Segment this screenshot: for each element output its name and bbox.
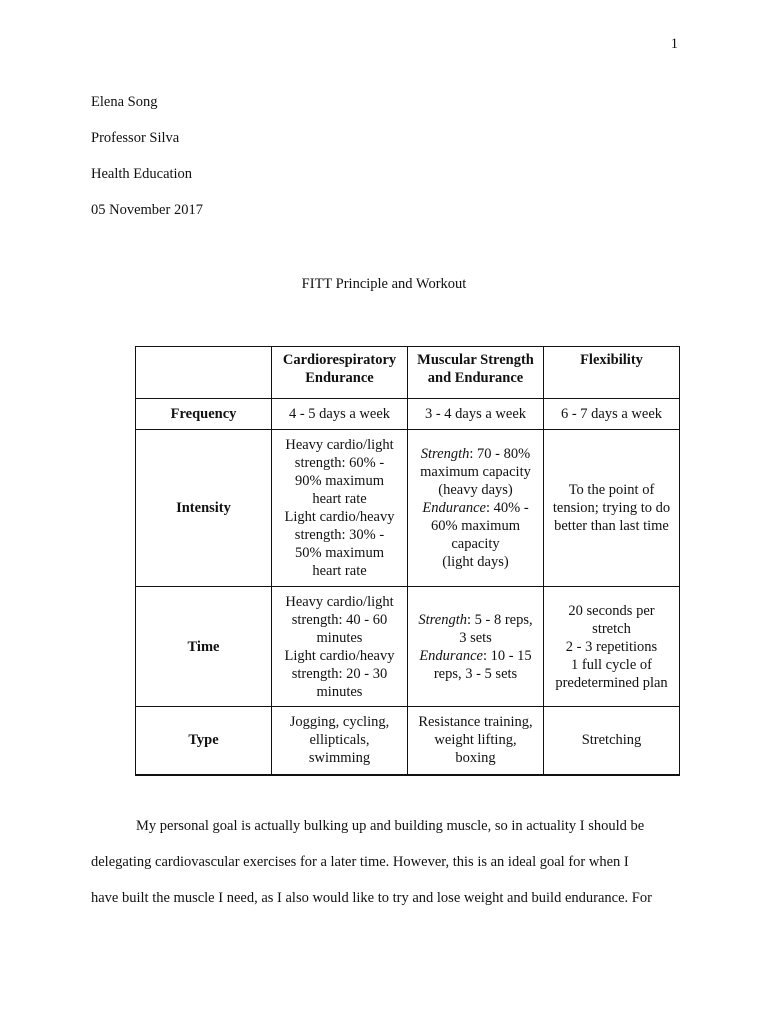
cell-line (548, 656, 675, 674)
table-row (136, 707, 680, 775)
cell-line (412, 535, 539, 553)
cell-text: 20 seconds per (568, 602, 655, 619)
cell-text: strength: 40 - 60 (291, 611, 388, 628)
fitt-table (135, 346, 680, 776)
cell-text: : 70 - 80% (469, 446, 531, 462)
cell-line (276, 405, 403, 423)
cell-text: : 5 - 8 reps, (466, 611, 533, 628)
table-cell (272, 587, 408, 707)
cell-text: better than last time (554, 518, 669, 534)
cell-line (276, 508, 403, 526)
cell-line (276, 490, 403, 508)
cell-text: 3 - 4 days a week (424, 406, 527, 422)
table-row (136, 399, 680, 430)
cell-line (276, 611, 403, 629)
cell-text: strength: 30% - (294, 527, 385, 543)
cell-text: Light cardio/heavy (284, 647, 395, 664)
cell-text: 2 - 3 repetitions (565, 638, 658, 655)
cell-text: predetermined plan (555, 674, 668, 691)
cell-text: (heavy days) (438, 482, 513, 498)
cell-text: strength: 60% - (294, 455, 385, 471)
table-corner-cell (136, 347, 272, 399)
table-row (136, 587, 680, 707)
cell-line (548, 481, 675, 499)
column-header-line: Cardiorespiratory (282, 352, 397, 368)
cell-line (412, 611, 539, 629)
cell-line (548, 602, 675, 620)
cell-line (412, 731, 539, 749)
cell-line (412, 405, 539, 423)
table-cell (272, 399, 408, 430)
table-cell (544, 707, 680, 775)
row-header: Frequency (136, 399, 272, 430)
cell-text: 4 - 5 days a week (288, 406, 391, 422)
cell-line (276, 731, 403, 749)
document-date: 05 November 2017 (91, 202, 203, 218)
cell-text: : 40% - (485, 500, 529, 516)
cell-text: minutes (316, 683, 363, 700)
cell-line (276, 665, 403, 683)
cell-line (548, 674, 675, 692)
cell-text: reps, 3 - 5 sets (433, 665, 518, 682)
cell-text: (light days) (442, 554, 509, 570)
cell-text: Resistance training, (418, 714, 533, 731)
cell-line (548, 638, 675, 656)
cell-line (548, 405, 675, 423)
cell-line (412, 517, 539, 535)
cell-text: Jogging, cycling, (289, 714, 390, 731)
table-cell (544, 587, 680, 707)
row-header: Intensity (136, 430, 272, 587)
table-cell (544, 399, 680, 430)
cell-text: 90% maximum (294, 473, 384, 489)
table-cell (272, 707, 408, 775)
table-row (136, 430, 680, 587)
cell-text: tension; trying to do (552, 500, 671, 516)
cell-line (412, 665, 539, 683)
cell-text: Stretching (581, 732, 642, 749)
cell-line (412, 749, 539, 767)
body-paragraph (91, 808, 681, 916)
column-header (408, 347, 544, 399)
cell-line (276, 683, 403, 701)
cell-text: strength: 20 - 30 (291, 665, 388, 682)
cell-line (276, 647, 403, 665)
italic-term: Endurance (422, 500, 486, 516)
professor-name: Professor Silva (91, 130, 180, 146)
column-header-line: Flexibility (580, 352, 643, 368)
cell-line (548, 517, 675, 535)
cell-text: ellipticals, (309, 732, 370, 749)
cell-line (412, 713, 539, 731)
cell-text: 3 sets (459, 629, 492, 646)
cell-text: 6 - 7 days a week (560, 406, 663, 422)
column-header-line: and Endurance (427, 370, 524, 386)
cell-text: 50% maximum (294, 545, 384, 561)
author-name: Elena Song (91, 94, 158, 110)
cell-line (276, 562, 403, 580)
cell-line (276, 454, 403, 472)
paragraph-line: have built the muscle I need, as I also would like to try and lose weight and build endurance. For (91, 890, 652, 906)
cell-text: capacity (451, 536, 500, 552)
cell-line (276, 713, 403, 731)
italic-term: Strength (420, 446, 470, 462)
cell-line (276, 472, 403, 490)
course-name: Health Education (91, 166, 193, 182)
cell-text: 60% maximum (430, 518, 520, 534)
cell-line (276, 526, 403, 544)
column-header-line: Endurance (305, 370, 374, 386)
cell-line (412, 499, 539, 517)
column-header (544, 347, 680, 399)
cell-line (412, 445, 539, 463)
cell-text: stretch (592, 620, 631, 637)
cell-text: To the point of (568, 482, 655, 498)
table-cell (544, 430, 680, 587)
cell-text: : 10 - 15 (482, 647, 532, 664)
cell-text: heart rate (312, 563, 367, 579)
paragraph-line: My personal goal is actually bulking up and building muscle, so in actuality I should be (136, 818, 645, 834)
page-number: 1 (670, 36, 678, 52)
cell-line (276, 436, 403, 454)
cell-line (412, 647, 539, 665)
cell-text: swimming (308, 750, 371, 767)
document-title: FITT Principle and Workout (301, 276, 467, 292)
cell-line (548, 731, 675, 749)
cell-line (412, 463, 539, 481)
italic-term: Endurance (419, 647, 483, 664)
cell-line (548, 499, 675, 517)
cell-text: 1 full cycle of (571, 656, 652, 673)
document-header (91, 92, 203, 236)
cell-line (276, 749, 403, 767)
cell-text: maximum capacity (420, 464, 531, 480)
table-cell (272, 430, 408, 587)
row-header: Type (136, 707, 272, 775)
table-cell (408, 587, 544, 707)
column-header-line: Muscular Strength (417, 352, 534, 368)
cell-text: Heavy cardio/light (285, 593, 394, 610)
cell-line (548, 620, 675, 638)
cell-text: boxing (455, 750, 496, 767)
cell-line (276, 629, 403, 647)
table-cell (408, 707, 544, 775)
cell-line (276, 593, 403, 611)
cell-line (412, 553, 539, 571)
cell-text: Light cardio/heavy (284, 509, 395, 525)
cell-text: Heavy cardio/light (285, 437, 394, 453)
table-cell (408, 430, 544, 587)
cell-text: weight lifting, (434, 732, 517, 749)
table-cell (408, 399, 544, 430)
cell-text: minutes (316, 629, 363, 646)
column-header (272, 347, 408, 399)
paragraph-line: delegating cardiovascular exercises for a later time. However, this is an ideal goal for when I (91, 854, 629, 870)
row-header: Time (136, 587, 272, 707)
cell-line (276, 544, 403, 562)
cell-text: heart rate (312, 491, 367, 507)
cell-line (412, 481, 539, 499)
cell-line (412, 629, 539, 647)
italic-term: Strength (418, 611, 467, 628)
table-header-row (136, 347, 680, 399)
